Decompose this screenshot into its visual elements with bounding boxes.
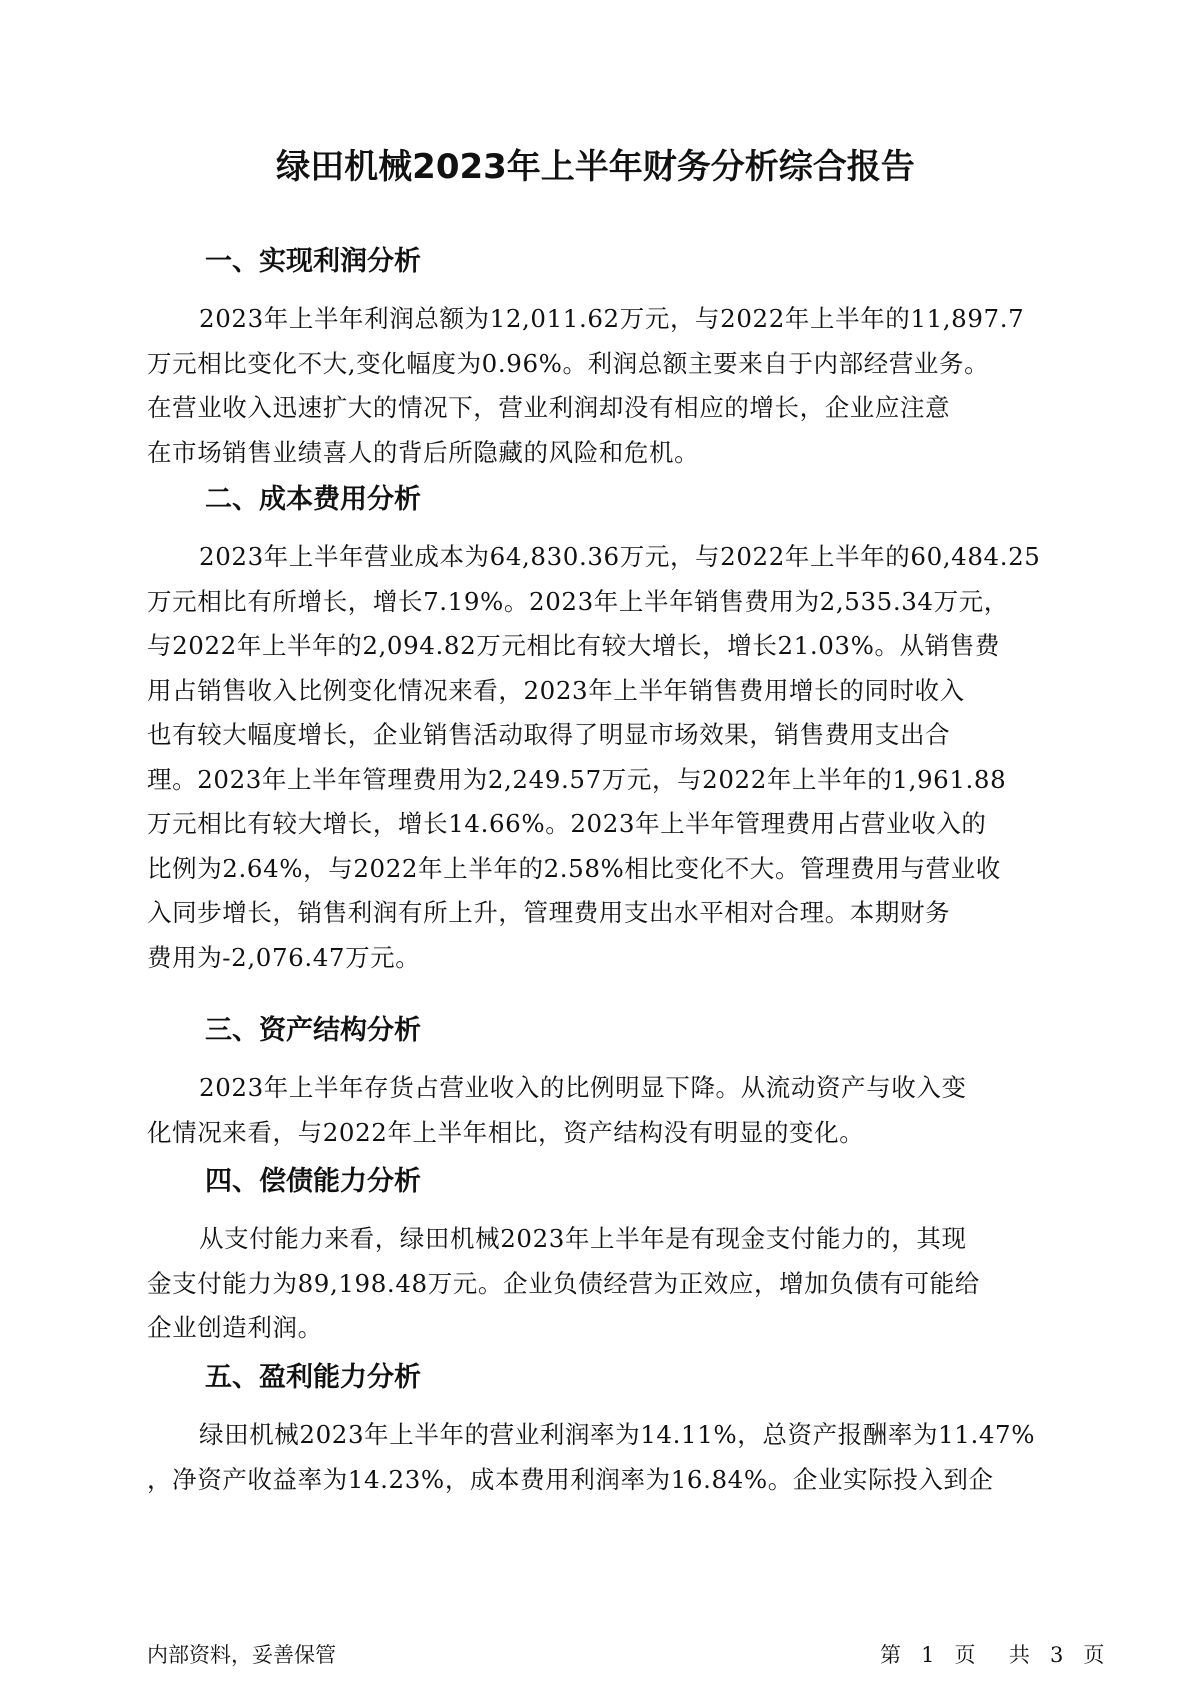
body-line: 2023年上半年利润总额为12,011.62万元，与2022年上半年的11,897.7: [199, 304, 1025, 333]
total-pages: 3: [1049, 1643, 1064, 1667]
body-line: 理。2023年上半年管理费用为2,249.57万元，与2022年上半年的1,961.88: [147, 764, 1007, 794]
section-body-assets: [147, 1066, 1082, 1155]
section-body-solvency: [147, 1217, 1082, 1351]
total-label-prefix: 共: [1008, 1643, 1030, 1667]
body-line: 万元相比有较大增长，增长14.66%。2023年上半年管理费用占营业收入的: [147, 809, 987, 838]
body-line: 企业创造利润。: [147, 1313, 323, 1342]
section-body-profitability: [147, 1413, 1082, 1502]
body-line: 化情况来看，与2022年上半年相比，资产结构没有明显的变化。: [147, 1117, 865, 1147]
section-body-profit: [147, 297, 1082, 475]
body-line: 比例为2.64%，与2022年上半年的2.58%相比变化不大。管理费用与营业收: [147, 853, 1001, 883]
body-line: 万元相比有所增长，增长7.19%。2023年上半年销售费用为2,535.34万元，: [147, 586, 1009, 616]
page-label-prefix: 第: [880, 1643, 901, 1667]
body-line: 从支付能力来看，绿田机械2023年上半年是有现金支付能力的，其现: [199, 1224, 967, 1253]
body-line: 在营业收入迅速扩大的情况下，营业利润却没有相应的增长，企业应注意: [147, 393, 951, 422]
body-line: 也有较大幅度增长，企业销售活动取得了明显市场效果，销售费用支出合: [147, 720, 951, 749]
footer-confidential-note: 内部资料，妥善保管: [147, 1643, 336, 1667]
total-label-suffix: 页: [1083, 1643, 1105, 1667]
section-heading-assets: 三、资产结构分析: [205, 1015, 421, 1046]
section-heading-cost: 二、成本费用分析: [205, 484, 421, 515]
section-heading-profitability: 五、盈利能力分析: [205, 1362, 421, 1393]
body-line: 万元相比变化不大,变化幅度为0.96%。利润总额主要来自于内部经营业务。: [147, 348, 990, 378]
section-heading-profit: 一、实现利润分析: [205, 246, 421, 277]
body-line: 在市场销售业绩喜人的背后所隐藏的风险和危机。: [147, 437, 700, 467]
body-line: 入同步增长，销售利润有所上升，管理费用支出水平相对合理。本期财务: [147, 898, 951, 927]
body-line: 2023年上半年存货占营业收入的比例明显下降。从流动资产与收入变: [199, 1073, 967, 1102]
body-line: 绿田机械2023年上半年的营业利润率为14.11%，总资产报酬率为11.47%: [199, 1420, 1036, 1449]
body-line: 2023年上半年营业成本为64,830.36万元，与2022年上半年的60,484.25: [199, 542, 1041, 571]
body-line: 与2022年上半年的2,094.82万元相比有较大增长，增长21.03%。从销售费: [147, 631, 1000, 660]
page-number: 1: [921, 1643, 935, 1667]
page-label-suffix: 页: [954, 1643, 976, 1667]
footer-page-info: [880, 1640, 1104, 1670]
body-line: 费用为-2,076.47万元。: [147, 942, 421, 972]
section-body-cost: [147, 535, 1082, 980]
document-title: 绿田机械2023年上半年财务分析综合报告: [276, 147, 915, 187]
body-line: ，净资产收益率为14.23%，成本费用利润率为16.84%。企业实际投入到企: [147, 1464, 994, 1494]
body-line: 用占销售收入比例变化情况来看，2023年上半年销售费用增长的同时收入: [147, 675, 965, 705]
section-heading-solvency: 四、偿债能力分析: [205, 1166, 421, 1197]
body-line: 金支付能力为89,198.48万元。企业负债经营为正效应，增加负债有可能给: [147, 1268, 980, 1298]
